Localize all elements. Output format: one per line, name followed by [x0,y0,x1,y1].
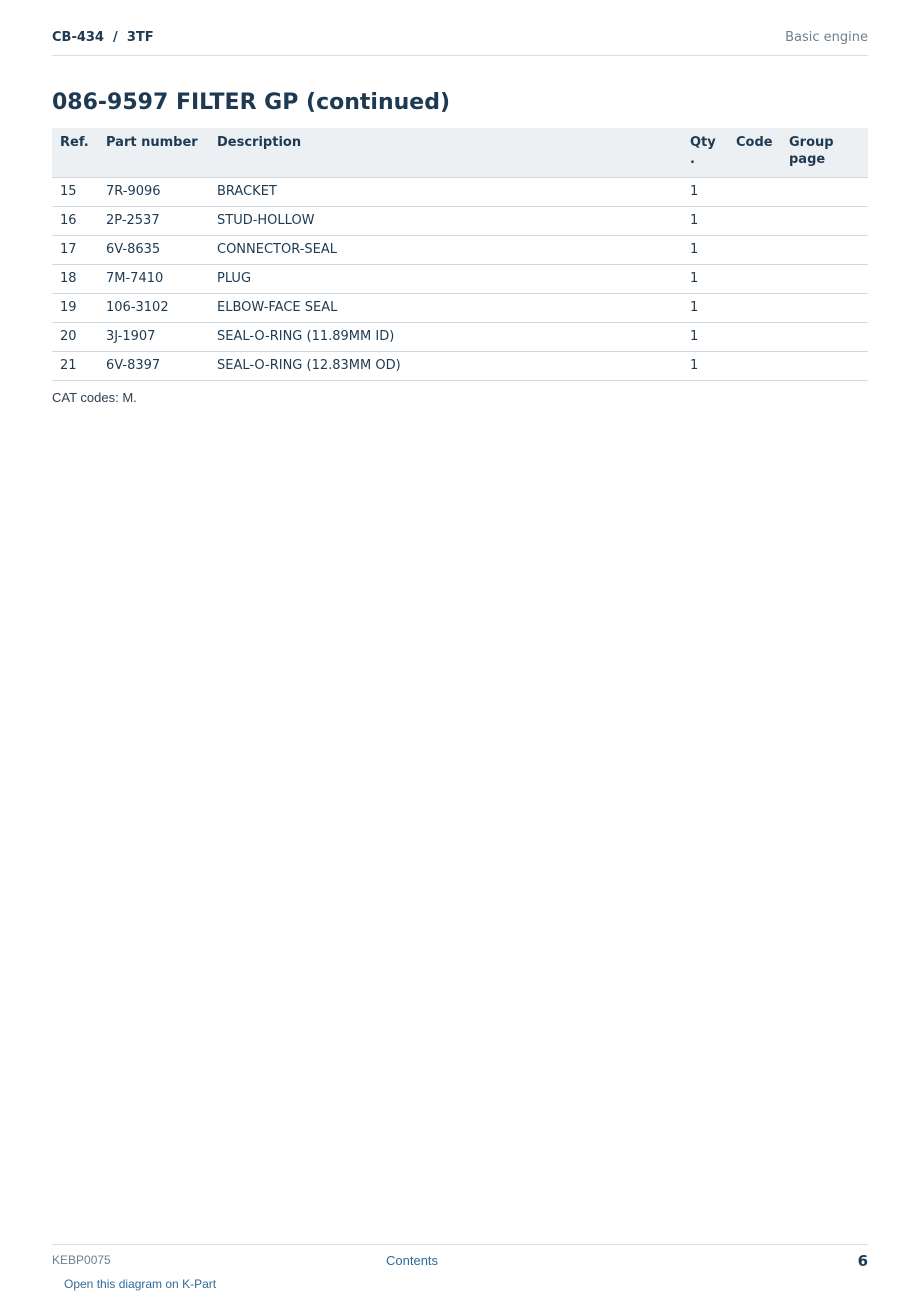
parts-table [52,128,868,381]
cell-description: ELBOW-FACE SEAL [209,293,682,322]
cell-qty: 1 [682,235,728,264]
cell-qty: 1 [682,322,728,351]
cell-group-page [781,264,868,293]
cell-ref: 20 [52,322,98,351]
cell-ref: 15 [52,177,98,206]
cell-ref: 18 [52,264,98,293]
cell-group-page [781,322,868,351]
column-header-group-page-line1: Group [789,135,834,150]
document-reference: CB-434 / 3TF [52,30,154,45]
cell-code [728,235,781,264]
cell-part-number: 6V-8397 [98,351,209,380]
group-title [52,90,450,115]
cell-description: SEAL-O-RING (11.89MM ID) [209,322,682,351]
page-number: 6 [857,1252,868,1270]
cell-description: PLUG [209,264,682,293]
column-header-code: Code [728,128,781,177]
cell-group-page [781,177,868,206]
cell-part-number: 2P-2537 [98,206,209,235]
cell-qty: 1 [682,351,728,380]
cell-qty: 1 [682,293,728,322]
table-row [52,177,868,206]
cell-ref: 19 [52,293,98,322]
cell-code [728,206,781,235]
group-title-suffix: (continued) [306,90,451,115]
cell-code [728,177,781,206]
page-header [52,29,868,56]
section-name: Basic engine [785,30,868,45]
cell-ref: 21 [52,351,98,380]
cell-description: SEAL-O-RING (12.83MM OD) [209,351,682,380]
column-header-description: Description [209,128,682,177]
cell-code [728,351,781,380]
cell-group-page [781,293,868,322]
contents-link[interactable]: Contents [386,1253,439,1268]
cell-code [728,264,781,293]
cat-codes-note: CAT codes: M. [52,390,137,405]
footer-document-id: KEBP0075 [52,1253,111,1267]
column-header-group-page-line2: page [789,152,826,167]
table-row [52,235,868,264]
column-header-qty-line2: . [690,152,695,167]
cell-description: STUD-HOLLOW [209,206,682,235]
cell-code [728,293,781,322]
group-code: 086-9597 FILTER GP [52,90,299,115]
column-header-ref: Ref. [52,128,98,177]
cell-part-number: 106-3102 [98,293,209,322]
table-row [52,351,868,380]
cell-ref: 16 [52,206,98,235]
cell-qty: 1 [682,206,728,235]
cell-qty: 1 [682,264,728,293]
table-row [52,206,868,235]
cell-description: BRACKET [209,177,682,206]
table-row [52,264,868,293]
footer-divider [52,1244,868,1245]
cell-part-number: 6V-8635 [98,235,209,264]
table-row [52,293,868,322]
cell-group-page [781,235,868,264]
column-header-qty [682,128,728,177]
cell-description: CONNECTOR-SEAL [209,235,682,264]
cell-group-page [781,206,868,235]
table-row [52,322,868,351]
column-header-qty-line1: Qty [690,135,716,150]
cell-qty: 1 [682,177,728,206]
cell-ref: 17 [52,235,98,264]
table-header-row [52,128,868,177]
column-header-part-number: Part number [98,128,209,177]
cell-code [728,322,781,351]
cell-part-number: 3J-1907 [98,322,209,351]
column-header-group-page [781,128,868,177]
open-diagram-link[interactable]: Open this diagram on K-Part [64,1277,217,1291]
cell-part-number: 7M-7410 [98,264,209,293]
cell-group-page [781,351,868,380]
cell-part-number: 7R-9096 [98,177,209,206]
